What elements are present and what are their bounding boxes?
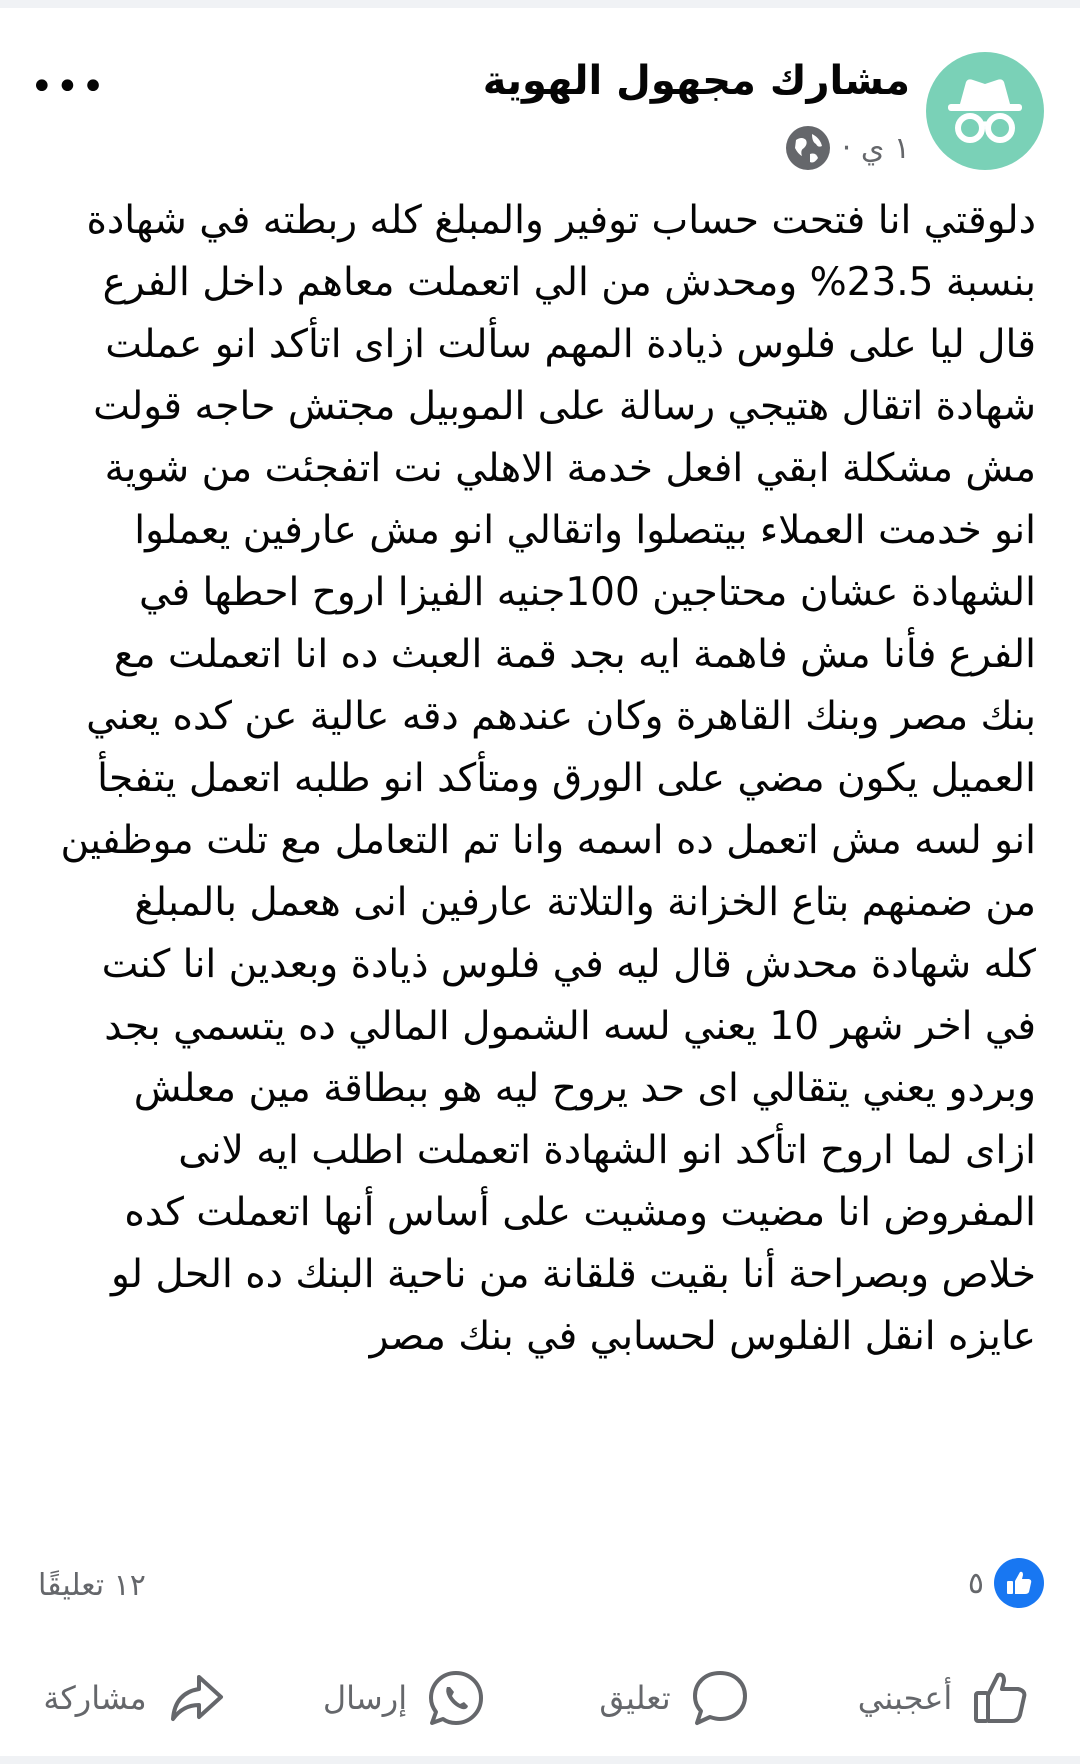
post-line: بنسبة 23.5% ومحدش من الي اتعملت معاهم داخل الفرع: [102, 260, 1036, 305]
post-line: مش مشكلة ابقي افعل خدمة الاهلي نت اتفجئت من شوية: [104, 446, 1036, 491]
post-meta: [786, 126, 910, 170]
post-line: قال ليا على فلوس ذيادة المهم سألت ازاى اتأكد انو عملت: [105, 322, 1036, 367]
post-line: كله شهادة محدش قال ليه في فلوس ذيادة وبعدين انا كنت: [101, 942, 1036, 987]
post-line: شهادة اتقال هتيجي رسالة على الموبيل مجتش حاجه قولت: [93, 384, 1036, 429]
whatsapp-icon: [425, 1667, 487, 1729]
post-header: [0, 44, 1080, 164]
comment-count[interactable]: ١٢ تعليقًا: [38, 1568, 146, 1603]
anonymous-avatar[interactable]: [926, 52, 1044, 170]
post-line: المفروض انا مضيت ومشيت على أساس أنها اتعملت كده: [124, 1190, 1036, 1235]
post-line: دلوقتي انا فتحت حساب توفير والمبلغ كله ربطته في شهادة: [86, 198, 1036, 243]
post-card: [0, 8, 1080, 1756]
like-button[interactable]: [810, 1648, 1080, 1748]
action-bar: [0, 1648, 1080, 1748]
post-line: الفرع فأنا مش فاهمة ايه بجد قمة العبث ده انا اتعملت مع: [113, 632, 1036, 677]
globe-icon: [786, 126, 830, 170]
post-line: انو خدمت العملاء بيتصلوا واتقالي انو مش عارفين يعملوا: [134, 508, 1036, 553]
share-icon: [165, 1667, 227, 1729]
send-button[interactable]: [270, 1648, 540, 1748]
post-line: الشهادة عشان محتاجين 100جنيه الفيزا اروح احطها في: [138, 570, 1036, 615]
share-button[interactable]: [0, 1648, 270, 1748]
incognito-icon: [926, 52, 1044, 170]
thumbs-up-icon: [970, 1667, 1032, 1729]
more-options-icon[interactable]: •••: [30, 64, 107, 110]
like-label: أعجبني: [857, 1679, 953, 1717]
post-line: انو لسه مش اتعمل ده اسمه وانا تم التعامل مع تلت موظفين: [60, 818, 1036, 863]
post-body: [44, 190, 1036, 1368]
post-line: عايزه انقل الفلوس لحسابي في بنك مصر: [369, 1314, 1036, 1359]
reaction-summary[interactable]: [968, 1558, 1044, 1608]
post-line: من ضمنهم بتاع الخزانة والتلاتة عارفين انى هعمل بالمبلغ: [134, 880, 1036, 925]
like-count: ٥: [967, 1565, 984, 1601]
post-line: وبردو يعني يتقالي اى حد يروح ليه هو ببطاقة مين معلش: [133, 1066, 1036, 1111]
post-stats: [0, 1558, 1080, 1618]
post-line: في اخر شهر 10 يعني لسه الشمول المالي ده يتسمي بجد: [104, 1004, 1036, 1049]
author-name[interactable]: مشارك مجهول الهوية: [482, 58, 910, 104]
comment-button[interactable]: [540, 1648, 810, 1748]
share-label: مشاركة: [43, 1679, 147, 1717]
comment-icon: [689, 1667, 751, 1729]
post-line: بنك مصر وبنك القاهرة وكان عندهم دقه عالية عن كده يعني: [86, 694, 1036, 739]
like-reaction-icon: [994, 1558, 1044, 1608]
comment-label: تعليق: [599, 1679, 671, 1717]
post-line: ازاى لما اروح اتأكد انو الشهادة اتعملت اطلب ايه لانى: [178, 1128, 1036, 1173]
post-line: العميل يكون مضي على الورق ومتأكد انو طلبه اتعمل يتفجأ: [97, 756, 1036, 801]
post-line: خلاص وبصراحة أنا بقيت قلقانة من ناحية البنك ده الحل لو: [110, 1252, 1036, 1297]
send-label: إرسال: [322, 1679, 408, 1717]
post-time[interactable]: ١ ي ·: [841, 130, 910, 166]
